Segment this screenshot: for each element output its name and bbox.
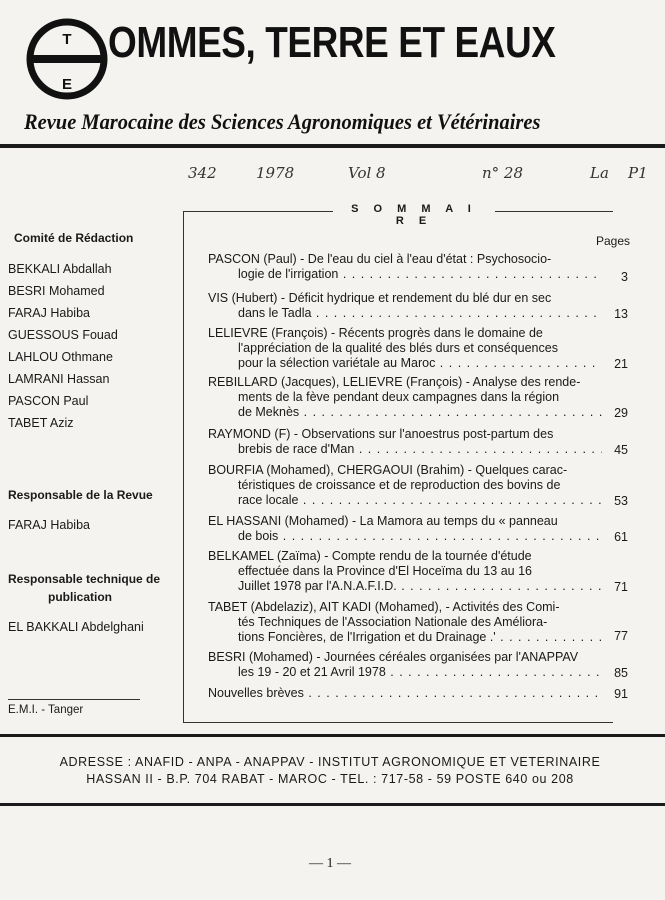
toc-entry-line: téristiques de croissance et de reproduction des bovins de [238,478,561,492]
committee-member: GUESSOUS Fouad [8,328,118,342]
toc-entry-line: effectuée dans la Province d'El Hoceïma du 13 au 16 [238,564,533,578]
toc-entry-line: REBILLARD (Jacques), LELIEVRE (François) - Analyse des rende- [208,375,581,389]
committee-member: BESRI Mohamed [8,284,105,298]
responsible-heading: Responsable de la Revue [8,488,153,502]
toc-entry-line: logie de l'irrigation . . . [238,267,602,282]
sidebar-rule [8,699,140,700]
toc-entry-line: Nouvelles brèves . . . [208,686,602,701]
sommaire-box-border [183,211,184,723]
committee-member: TABET Aziz [8,416,74,430]
toc-entry-line: TABET (Abdelaziz), AIT KADI (Mohamed), - Activités des Comi- [208,600,560,614]
technical-heading-line1: Responsable technique de [8,572,161,586]
toc-page-number: 91 [614,687,628,701]
sommaire-heading: S O M M A I R E [351,203,477,227]
toc-entry-line: EL HASSANI (Mohamed) - La Mamora au temps du « panneau [208,514,558,528]
committee-member: PASCON Paul [8,394,89,408]
toc-page-number: 53 [614,494,628,508]
toc-entry-line: tés Techniques de l'Association Nationale des Améliora- [238,615,548,629]
toc-entry-line: de Meknès . . . [238,405,602,420]
address-line2: HASSAN II - B.P. 704 RABAT - MAROC - TEL. : 717-58 - 59 POSTE 640 ou 208 [86,772,574,786]
committee-member: LAMRANI Hassan [8,372,110,386]
address-line1: ADRESSE : ANAFID - ANPA - ANAPPAV - INSTITUT AGRONOMIQUE ET VETERINAIRE [59,755,601,769]
toc-entry-line: BOURFIA (Mohamed), CHERGAOUI (Brahim) - Quelques carac- [208,463,568,477]
toc-page-number: 85 [614,666,628,680]
responsible-name: FARAJ Habiba [8,518,90,532]
toc-entry-line: l'appréciation de la qualité des blés durs et conséquences [238,341,558,355]
toc-entry-line: race locale . . . [238,493,602,508]
toc-entry-line: dans le Tadla . . . [238,306,602,321]
handwritten-mark: P1 [628,164,648,182]
toc-entry-line: pour la sélection variétale au Maroc . . . [238,356,602,371]
sommaire-box-border [183,722,613,723]
sommaire-box-border [183,211,333,212]
toc-page-number: 77 [614,629,628,643]
journal-subtitle: Revue Marocaine des Sciences Agronomiques et Vétérinaires [24,109,541,134]
toc-page-number: 29 [614,406,628,420]
toc-page-number: 13 [614,307,628,321]
logo-emblem-icon [26,14,108,104]
journal-title: OMMES, TERRE ET EAUX [108,18,556,67]
toc-page-number: 61 [614,530,628,544]
page-number: — 1 — [309,856,351,871]
toc-page-number: 3 [621,270,628,284]
toc-page-number: 21 [614,357,628,371]
toc-entry-line: PASCON (Paul) - De l'eau du ciel à l'eau d'état : Psychosocio- [208,252,552,266]
toc-entry-line: LELIEVRE (François) - Récents progrès dans le domaine de [208,326,543,340]
toc-entry-line: BESRI (Mohamed) - Journées céréales organisées par l'ANAPPAV [208,650,579,664]
handwritten-extra: La [590,164,609,182]
pages-label: Pages [595,234,630,248]
toc-entry-line: tions Foncières, de l'Irrigation et du Drainage .' . . . [238,630,602,645]
toc-entry-line: VIS (Hubert) - Déficit hydrique et rendement du blé dur en sec [208,291,552,305]
masthead-rule [0,144,665,148]
sommaire-box-border [495,211,613,212]
committee-heading: Comité de Rédaction [14,231,134,245]
toc-entry-line: RAYMOND (F) - Observations sur l'anoestrus post-partum des [208,427,554,441]
committee-member: LAHLOU Othmane [8,350,113,364]
handwritten-code: 342 [188,164,217,182]
committee-member: BEKKALI Abdallah [8,262,112,276]
handwritten-year: 1978 [256,164,295,182]
technical-heading-line2: publication [48,590,112,604]
toc-entry-line: les 19 - 20 et 21 Avril 1978 . . . [238,665,602,680]
printer-name: E.M.I. - Tanger [8,704,84,716]
toc-entry-line: BELKAMEL (Zaïma) - Compte rendu de la tournée d'étude [208,549,532,563]
handwritten-volume: Vol 8 [348,164,386,182]
logo-letter-top: T [62,31,72,48]
journal-logo [26,14,108,104]
footer-rule-top [0,734,665,737]
toc-entry-line: ments de la fève pendant deux campagnes dans la région [238,390,560,404]
toc-entry-line: de bois . . . [238,529,602,544]
toc-page-number: 71 [614,580,628,594]
handwritten-number: n° 28 [482,164,524,182]
technical-name: EL BAKKALI Abdelghani [8,620,144,634]
toc-entry-line: brebis de race d'Man . . . [238,442,602,457]
logo-letter-bottom: E [61,76,73,93]
toc-entry-line: Juillet 1978 par l'A.N.A.F.I.D. . . . [238,579,602,594]
footer-rule-bottom [0,803,665,806]
toc-page-number: 45 [614,443,628,457]
committee-member: FARAJ Habiba [8,306,90,320]
